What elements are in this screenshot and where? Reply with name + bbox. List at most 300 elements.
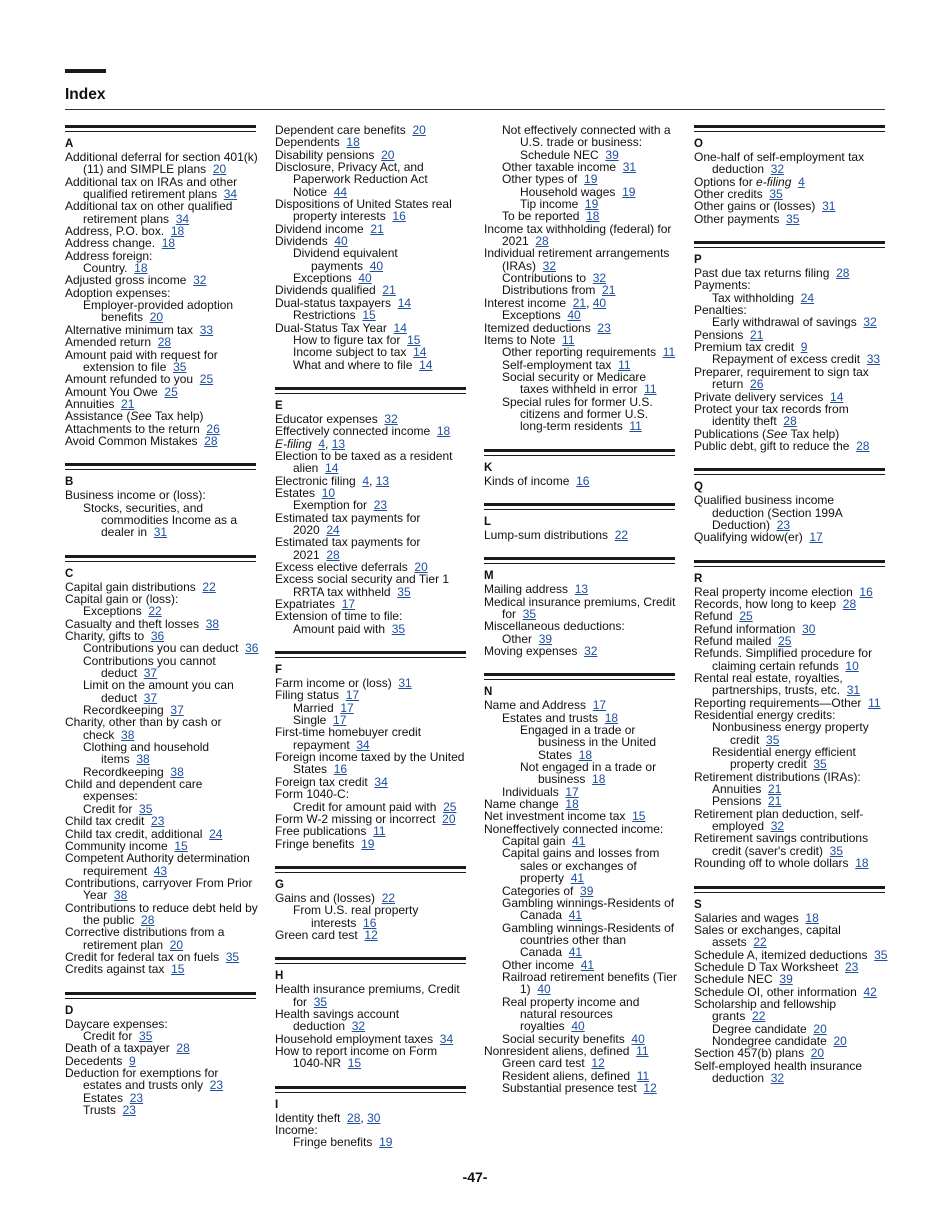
index-entry: Premium tax credit 9 [694, 340, 808, 355]
index-entry: Schedule D Tax Worksheet 23 [694, 959, 859, 974]
page-link[interactable]: 21 [750, 327, 764, 342]
index-entry: Estimated tax payments for 2020 24 [275, 510, 421, 537]
page-link[interactable]: 15 [174, 838, 188, 853]
page-link[interactable]: 33 [199, 322, 214, 337]
page-link[interactable]: 17 [341, 597, 356, 612]
page-link[interactable]: 32 [584, 644, 598, 658]
index-entry: Health savings account deduction 32 [275, 1006, 400, 1034]
page-link[interactable]: 37 [170, 703, 184, 718]
page-link[interactable]: 32 [384, 411, 398, 426]
page-link[interactable]: 12 [364, 927, 378, 942]
page-link[interactable]: 18 [805, 910, 819, 925]
page-link[interactable]: 37 [143, 666, 158, 681]
index-section-m [484, 557, 678, 657]
page-link[interactable]: 38 [136, 752, 150, 767]
page-link[interactable]: 16 [576, 473, 590, 488]
page-link[interactable]: 23 [776, 517, 791, 532]
page-link[interactable]: 35 [766, 732, 780, 747]
index-entry: Estates and trusts 18 [502, 710, 619, 725]
page-link[interactable]: 18 [604, 710, 619, 725]
page-link[interactable]: 17 [340, 700, 354, 715]
section-letter: A [65, 138, 74, 150]
page-link[interactable]: 35 [522, 606, 537, 621]
page-link[interactable]: 25 [739, 609, 753, 624]
page-link[interactable]: 35 [874, 947, 888, 962]
index-entry: Exceptions 40 [293, 271, 372, 286]
page-link[interactable]: 14 [830, 389, 844, 404]
page-link[interactable]: 32 [770, 1070, 785, 1085]
index-entry: Mailing address 13 [484, 582, 589, 597]
page-link[interactable]: 28 [842, 596, 857, 611]
page-link[interactable]: 26 [206, 421, 220, 436]
page-link[interactable]: 32 [193, 273, 207, 288]
page-link[interactable]: 14 [397, 295, 412, 310]
page-link[interactable]: 23 [597, 320, 611, 335]
index-entry: Credits against tax 15 [65, 962, 185, 977]
page-link[interactable]: 18 [586, 209, 600, 224]
page-link[interactable]: 34 [356, 737, 370, 752]
page-link[interactable]: 4 [798, 174, 805, 189]
page-link[interactable]: 38 [121, 727, 135, 742]
page-link[interactable]: 11 [636, 1068, 650, 1083]
page-link[interactable]: 17 [333, 713, 347, 728]
page-link[interactable]: 16 [392, 209, 406, 224]
page-link[interactable]: 17 [592, 698, 607, 713]
page-link[interactable]: 34 [223, 187, 238, 202]
index-entry: Disclosure, Privacy Act, and Paperwork Reduction Act Notice 44 [275, 160, 428, 199]
index-entry: Capital gains and losses from sales or exchanges of property 41 [502, 846, 660, 886]
page-link[interactable]: 15 [362, 308, 376, 323]
page-link[interactable]: 15 [632, 809, 646, 824]
page-link[interactable]: 21 [121, 396, 135, 411]
page-link[interactable]: 18 [134, 261, 148, 276]
page-link[interactable]: 35 [769, 187, 783, 202]
index-entry: Gains and (losses) 22 [275, 890, 396, 905]
index-entry: Other types of 19 [502, 172, 598, 187]
page-link[interactable]: 23 [373, 498, 388, 513]
index-entry: Gambling winnings-Residents of countries other than Canada 41 [502, 920, 675, 960]
index-entry: Estates 23 [83, 1090, 144, 1105]
section-letter: D [65, 1004, 74, 1017]
index-entry: Assistance (See Tax help) [65, 409, 204, 424]
index-entry: Identity theft 28, 30 [275, 1110, 381, 1125]
index-entry: Qualified business income deduction (Section 199A Deduction) 23 [694, 493, 843, 532]
page-link[interactable]: 16 [333, 762, 348, 777]
page-link[interactable]: 30 [802, 621, 816, 636]
page-link[interactable]: 32 [770, 819, 785, 834]
page-link[interactable]: 32 [542, 258, 557, 273]
index-entry: Publications (See Tax help) [694, 426, 840, 441]
page-link[interactable]: 23 [122, 1103, 136, 1118]
page-link[interactable]: 11 [629, 419, 642, 434]
index-entry: Nonresident aliens, defined 11 [484, 1043, 649, 1058]
page-link[interactable]: 15 [347, 1056, 362, 1071]
page-link[interactable]: 17 [345, 688, 360, 703]
index-entry: Dispositions of United States real property interests 16 [275, 197, 452, 224]
page-link[interactable]: 14 [393, 320, 407, 335]
page-link[interactable]: 11 [868, 695, 881, 710]
page-link[interactable]: 40 [358, 271, 372, 286]
index-entry: Substantial presence test 12 [502, 1081, 657, 1095]
page-link[interactable]: 17 [809, 530, 823, 545]
page-link[interactable]: 40 [537, 982, 551, 997]
section-letter: R [694, 572, 703, 585]
page-link[interactable]: 21 [602, 283, 616, 298]
page-link[interactable]: 26 [750, 377, 764, 392]
page-link[interactable]: 24 [800, 290, 815, 305]
page-link[interactable]: 14 [413, 345, 427, 360]
index-section-n [484, 673, 678, 1094]
section-letter: K [484, 461, 493, 474]
section-letter: C [65, 567, 74, 580]
page-link[interactable]: 31 [622, 160, 637, 175]
page-link[interactable]: 9 [800, 340, 808, 355]
index-entry: Penalties: [694, 303, 747, 318]
page-link[interactable]: 28 [783, 414, 797, 429]
index-entry: Household employment taxes 34 [275, 1031, 454, 1046]
page-link[interactable]: 38 [205, 616, 220, 631]
index-entry: Retirement savings contributions credit (saver's credit) 35 [694, 831, 869, 858]
page-link[interactable]: 36 [245, 641, 259, 656]
page-link[interactable]: 24 [326, 522, 340, 537]
index-entry: Daycare expenses: [65, 1016, 168, 1031]
page-number: -47- [462, 1169, 488, 1185]
index-entry: Farm income or (loss) 31 [275, 676, 412, 691]
page-link[interactable]: 13 [574, 582, 589, 597]
index-entry: Dividends 40 [275, 234, 348, 249]
page-link[interactable]: 40 [369, 258, 384, 273]
page-link[interactable]: 23 [844, 959, 859, 974]
page-link[interactable]: 35 [139, 1028, 153, 1043]
page-link[interactable]: 12 [591, 1056, 605, 1071]
section-letter: E [275, 399, 283, 412]
page-link[interactable]: 18 [565, 797, 579, 812]
page-link[interactable]: 25 [778, 633, 792, 648]
index-entry: Other gains or (losses) 31 [694, 199, 836, 214]
index-entry: Green card test 12 [275, 927, 378, 942]
index-section-l [484, 503, 678, 541]
index-entry: Dividend income 21 [275, 221, 384, 236]
page-link[interactable]: 41 [580, 957, 595, 972]
section-rule [275, 1086, 466, 1093]
index-entry: Residential energy credits: [694, 708, 836, 723]
index-entry: Real property income election 16 [694, 584, 873, 599]
index-entry: Name change 18 [484, 797, 579, 812]
page-link[interactable]: 31 [153, 525, 168, 540]
page-link[interactable]: 44 [333, 184, 348, 199]
page-link[interactable]: 32 [351, 1019, 366, 1034]
page-link[interactable]: 20 [813, 1021, 827, 1036]
index-entry: Household wages 19 [520, 184, 636, 199]
page-link[interactable]: 25 [443, 799, 457, 814]
index-entry: Restrictions 15 [293, 308, 376, 323]
index-entry: Green card test 12 [502, 1056, 605, 1071]
page-link[interactable]: 35 [786, 211, 800, 226]
page-link[interactable]: 36 [150, 629, 165, 643]
page-link[interactable]: 15 [171, 962, 185, 977]
index-entry: Dividend equivalent payments 40 [293, 246, 398, 273]
page-link[interactable]: 28 [204, 433, 218, 448]
page-link[interactable]: 11 [373, 824, 386, 839]
page-link[interactable]: 28 [157, 335, 172, 350]
page-link[interactable]: 40 [571, 1019, 585, 1034]
page-link[interactable]: 14 [419, 357, 433, 372]
page-link[interactable]: 11 [618, 357, 631, 372]
index-section-r [694, 560, 888, 870]
page-link[interactable]: 11 [636, 1043, 649, 1058]
page-link[interactable]: 35 [225, 949, 240, 964]
page-link[interactable]: 18 [592, 772, 606, 787]
page-link[interactable]: 31 [846, 683, 861, 698]
index-entry: Address foreign: [65, 248, 153, 263]
page-link[interactable]: 12 [643, 1081, 657, 1095]
page-link[interactable]: 10 [845, 658, 859, 673]
index-entry: Educator expenses 32 [275, 411, 398, 426]
page-link[interactable]: 21 [382, 283, 396, 298]
page-link[interactable]: 18 [578, 747, 593, 762]
index-entry: Payments: [694, 278, 751, 293]
page-link[interactable]: 28 [176, 1041, 190, 1056]
index-entry: Excess elective deferrals 20 [275, 560, 428, 574]
section-rule [484, 449, 675, 456]
page-link[interactable]: 4 [362, 473, 370, 488]
page-link[interactable]: 15 [407, 332, 421, 347]
index-entry: Charity, other than by cash or check 38 [65, 715, 222, 742]
index-entry: Tip income 19 [520, 197, 599, 212]
page-link[interactable]: 28 [856, 438, 870, 453]
page-link[interactable]: 20 [442, 811, 456, 826]
index-entry: Individuals 17 [502, 784, 579, 799]
page-link[interactable]: 39 [605, 147, 619, 162]
index-entry: Early withdrawal of savings 32 [712, 315, 877, 330]
page-link[interactable]: 40 [592, 295, 607, 310]
index-entry: Records, how long to keep 28 [694, 596, 857, 611]
index-entry: Additional tax on IRAs and other qualified retirement plans 34 [65, 174, 238, 202]
index-entry: Amount paid with request for extension to file 35 [65, 347, 218, 374]
page-link[interactable]: 28 [347, 1110, 361, 1125]
page-link[interactable]: 39 [779, 972, 793, 987]
index-entry: Credit for 35 [83, 1028, 153, 1043]
page-link[interactable]: 35 [829, 843, 844, 858]
page-link[interactable]: 18 [346, 135, 360, 150]
page-link[interactable]: 22 [753, 935, 767, 950]
page-link[interactable]: 18 [170, 224, 185, 239]
page-link[interactable]: 40 [567, 308, 581, 323]
section-rule [275, 866, 466, 873]
page-link[interactable]: 35 [397, 584, 411, 599]
index-entry: Election to be taxed as a resident alien 14 [275, 448, 453, 476]
page-link[interactable]: 24 [209, 826, 223, 841]
page-link[interactable]: 41 [572, 834, 586, 849]
section-letter: B [65, 476, 74, 489]
index-entry: Amount You Owe 25 [65, 384, 178, 399]
section-letter: O [694, 138, 703, 150]
index-entry: Adoption expenses: [65, 285, 171, 300]
section-rule [484, 673, 675, 680]
section-rule [484, 557, 675, 564]
index-entry: Exceptions 22 [83, 604, 162, 619]
page-link[interactable]: 25 [199, 372, 214, 387]
page-link[interactable]: 35 [391, 621, 406, 636]
page-link[interactable]: 20 [414, 560, 428, 574]
page-link[interactable]: 11 [662, 345, 676, 360]
page-link[interactable]: 22 [148, 604, 162, 619]
index-entry: Interest income 21, 40 [484, 295, 607, 310]
section-rule [275, 957, 466, 964]
index-section-d [65, 992, 259, 1117]
page-link[interactable]: 9 [129, 1053, 136, 1068]
page-link[interactable]: 33 [866, 352, 881, 367]
page-link[interactable]: 21 [572, 295, 587, 310]
page-link[interactable]: 23 [129, 1090, 144, 1105]
index-entry: Limit on the amount you can deduct 37 [83, 678, 234, 705]
index-entry: Single 17 [293, 713, 347, 728]
page-link[interactable]: 11 [644, 382, 657, 397]
index-entry: Salaries and wages 18 [694, 910, 819, 925]
page-link[interactable]: 28 [836, 266, 850, 281]
index-entry: Sales or exchanges, capital assets 22 [694, 922, 841, 950]
index-entry: Married 17 [293, 700, 354, 715]
page-link[interactable]: 31 [822, 199, 836, 214]
page-link[interactable]: 41 [568, 945, 583, 960]
page-link[interactable]: 39 [580, 883, 594, 898]
index-entry: Credit for federal tax on fuels 35 [65, 949, 240, 964]
page-link[interactable]: 20 [169, 937, 184, 952]
index-entry: Amount paid with 35 [293, 621, 406, 636]
index-entry: Other income 41 [502, 957, 595, 972]
section-letter: L [484, 515, 492, 528]
page-link[interactable]: 40 [334, 234, 348, 249]
page-link[interactable]: 22 [381, 890, 396, 905]
index-entry: Credit for amount paid with 25 [293, 799, 457, 814]
page-link[interactable]: 22 [614, 527, 629, 542]
page-link[interactable]: 32 [863, 315, 877, 330]
page-link[interactable]: 28 [141, 912, 155, 927]
section-letter: G [275, 878, 284, 891]
page-link[interactable]: 39 [538, 631, 553, 646]
page-link[interactable]: 21 [768, 782, 782, 797]
page-link[interactable]: 20 [381, 147, 395, 162]
index-entry: Recordkeeping 38 [83, 764, 184, 779]
index-entry: What and where to file 14 [293, 357, 433, 372]
page-link[interactable]: 18 [436, 424, 451, 439]
page-link[interactable]: 32 [592, 271, 607, 286]
page-link[interactable]: 43 [153, 863, 168, 878]
index-entry: Contributions to 32 [502, 271, 607, 286]
page-link[interactable]: 35 [313, 994, 328, 1009]
page-link[interactable]: 10 [321, 485, 336, 500]
page-link[interactable]: 22 [202, 579, 216, 594]
page-link[interactable]: 37 [143, 690, 158, 705]
page-link[interactable]: 19 [584, 197, 599, 212]
page-link[interactable]: 23 [151, 814, 165, 829]
index-entry: Section 457(b) plans 20 [694, 1046, 825, 1061]
index-entry: Rounding off to whole dollars 18 [694, 856, 869, 871]
page-link[interactable]: 35 [139, 801, 153, 816]
index-entry: Death of a taxpayer 28 [65, 1041, 190, 1056]
page-link[interactable]: 16 [363, 915, 377, 930]
index-entry: Excess social security and Tier 1 RRTA tax withheld 35 [275, 572, 450, 599]
index-section-o [694, 125, 888, 225]
index-entry: Noneffectively connected income: [484, 821, 664, 836]
section-rule [65, 463, 256, 470]
index-section-continued [275, 124, 469, 371]
page-link[interactable]: 14 [325, 461, 339, 476]
page-link[interactable]: 16 [859, 584, 873, 599]
page-link[interactable]: 11 [562, 332, 575, 347]
page-link[interactable]: 31 [398, 676, 412, 691]
page-link[interactable]: 34 [175, 211, 190, 226]
page-link[interactable]: 35 [173, 359, 187, 374]
page-link[interactable]: 38 [113, 888, 128, 903]
page-link[interactable]: 28 [535, 234, 549, 249]
page-link[interactable]: 20 [212, 162, 227, 177]
page-link[interactable]: 28 [326, 547, 340, 562]
index-entry: Special rules for former U.S. citizens and former U.S. long-term residents 11 [502, 394, 653, 434]
page-link[interactable]: 19 [584, 172, 598, 187]
index-entry: Corrective distributions from a retirement plan 20 [65, 925, 225, 952]
index-section-f [275, 651, 469, 850]
page-link[interactable]: 18 [855, 856, 869, 871]
index-entry: Effectively connected income 18 [275, 424, 451, 439]
index-entry: Child tax credit, additional 24 [65, 826, 223, 841]
page-link[interactable]: 20 [810, 1046, 825, 1061]
page-link[interactable]: 18 [161, 236, 176, 251]
page-link[interactable]: 34 [439, 1031, 454, 1046]
page-link[interactable]: 30 [367, 1110, 381, 1125]
index-entry: Additional tax on other qualified retirement plans 34 [65, 199, 233, 226]
page-link[interactable]: 17 [565, 784, 579, 799]
page-link[interactable]: 38 [170, 764, 184, 779]
page-link[interactable]: 13 [375, 473, 390, 488]
page-link[interactable]: 19 [379, 1135, 393, 1150]
index-entry: Schedule A, itemized deductions 35 [694, 947, 888, 962]
page-link[interactable]: 23 [209, 1078, 224, 1093]
page-link[interactable]: 22 [752, 1009, 766, 1024]
section-letter: S [694, 898, 702, 911]
section-rule [65, 992, 256, 999]
index-section-q [694, 468, 888, 543]
page-link[interactable]: 19 [361, 836, 375, 851]
page-link[interactable]: 21 [768, 794, 782, 809]
index-entry: Clothing and household items 38 [83, 740, 210, 767]
index-entry: Not effectively connected with a U.S. trade or business: Schedule NEC 39 [502, 123, 671, 162]
page-link[interactable]: 25 [164, 384, 178, 399]
section-letter: Q [694, 481, 703, 494]
index-entry: Other credits 35 [694, 187, 783, 202]
page-link[interactable]: 35 [813, 757, 827, 772]
page-link[interactable]: 19 [622, 184, 636, 199]
page-link[interactable]: 20 [833, 1033, 847, 1048]
index-entry: Child and dependent care expenses: [65, 777, 203, 804]
page-link[interactable]: 20 [412, 123, 426, 137]
page-link[interactable]: 20 [149, 310, 164, 325]
page-link[interactable]: 13 [331, 436, 346, 451]
page-link[interactable]: 32 [770, 162, 785, 177]
page-link[interactable]: 42 [863, 984, 877, 999]
page-link[interactable]: 34 [374, 774, 388, 789]
page-link[interactable]: 4 [318, 436, 326, 451]
page-link[interactable]: 21 [370, 221, 384, 236]
page-link[interactable]: 41 [570, 871, 585, 886]
index-section-continued [484, 124, 678, 433]
index-entry: Distributions from 21 [502, 283, 616, 298]
index-column-2 [275, 124, 469, 1165]
index-entry: Schedule OI, other information 42 [694, 984, 877, 999]
index-entry: Contributions you cannot deduct 37 [83, 653, 216, 681]
page-link[interactable]: 40 [631, 1031, 645, 1046]
page-link[interactable]: 41 [568, 908, 583, 923]
